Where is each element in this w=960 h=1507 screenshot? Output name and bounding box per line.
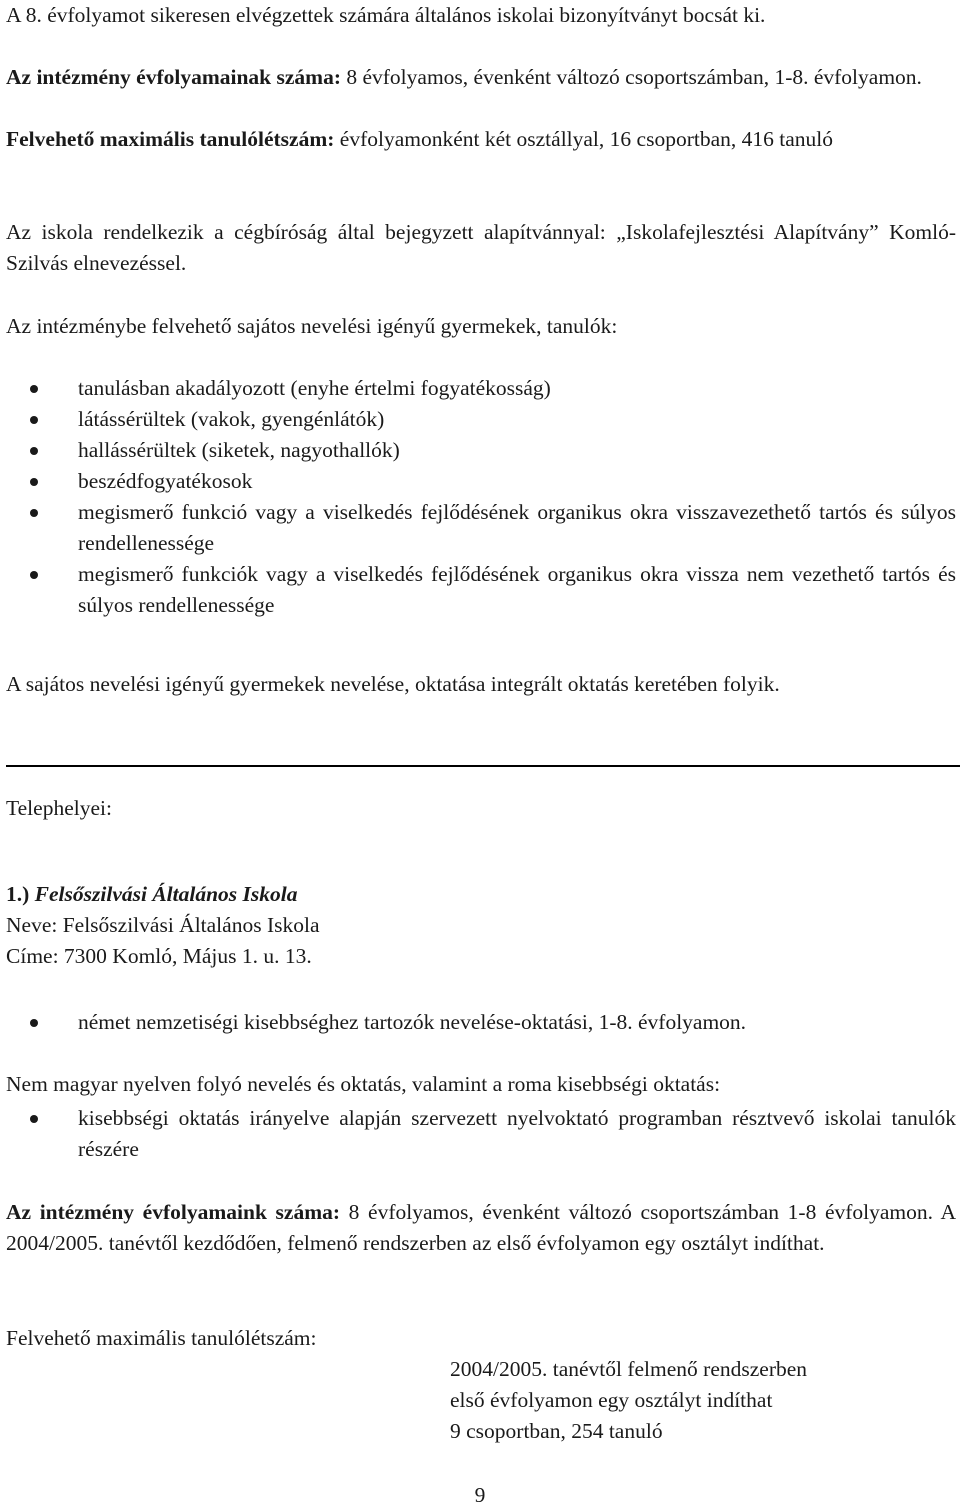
list-item: hallássérültek (siketek, nagyothallók) [6, 435, 956, 466]
evfolyamok-label: Az intézmény évfolyamainak száma: [6, 65, 341, 89]
list-item: német nemzetiségi kisebbséghez tartozók nevelése-oktatási, 1-8. évfolyamon. [6, 1007, 956, 1038]
intro-paragraph [6, 0, 956, 31]
evfolyamok2-paragraph [6, 1197, 956, 1259]
list-item: megismerő funkció vagy a viselkedés fejlődésének organikus okra visszavezethető tartós és súlyos rendellenessége [6, 497, 956, 559]
bullet-icon [30, 447, 38, 455]
section-divider [6, 765, 960, 767]
site-cime: Címe: 7300 Komló, Május 1. u. 13. [6, 944, 312, 968]
list-item: kisebbségi oktatás irányelve alapján szervezett nyelvoktató programban résztvevő iskolai tanulók részére [6, 1103, 956, 1165]
intro-text: A 8. évfolyamot sikeresen elvégzettek számára általános iskolai bizonyítványt bocsát ki. [6, 3, 766, 27]
evfolyamok-paragraph [6, 62, 956, 93]
max-letszam-value: évfolyamonként két osztállyal, 16 csoportban, 416 tanuló [334, 127, 833, 151]
max-letszam2-values [450, 1354, 950, 1447]
sni-intro-text: Az intézménybe felvehető sajátos nevelési igényű gyermekek, tanulók: [6, 314, 618, 338]
bullet-icon [30, 571, 38, 579]
site-heading [6, 879, 956, 910]
bullet-icon [30, 509, 38, 517]
evfolyamok2-label: Az intézmény évfolyamaink száma: [6, 1200, 341, 1224]
list-item: látássérültek (vakok, gyengénlátók) [6, 404, 956, 435]
bullet-icon [30, 385, 38, 393]
integralt-text: A sajátos nevelési igényű gyermekek nevelése, oktatása integrált oktatás keretében folyik. [6, 672, 780, 696]
max2-line: 9 csoportban, 254 tanuló [450, 1419, 663, 1443]
site-name: Felsőszilvási Általános Iskola [34, 882, 298, 906]
site-list-1 [6, 1007, 956, 1038]
list-item: tanulásban akadályozott (enyhe értelmi fogyatékosság) [6, 373, 956, 404]
list-item: beszédfogyatékosok [6, 466, 956, 497]
bullet-icon [30, 1115, 38, 1123]
max2-line: első évfolyamon egy osztályt indíthat [450, 1388, 773, 1412]
evfolyamok2-value: 8 évfolyamos, évenként változó csoportszámban 1-8 évfolyamon. A 2004/2005. tanévtől kezdődően, felmenő rendszerben az első évfolyamon egy osztályt indíthat. [6, 1200, 956, 1255]
max2-line: 2004/2005. tanévtől felmenő rendszerben [450, 1357, 808, 1381]
bullet-icon [30, 416, 38, 424]
max-letszam2-label: Felvehető maximális tanulólétszám: [6, 1326, 317, 1350]
max-letszam-label: Felvehető maximális tanulólétszám: [6, 127, 335, 151]
page-number: 9 [474, 1483, 486, 1507]
alapitvany-paragraph [6, 217, 956, 279]
max-letszam-paragraph [6, 124, 956, 155]
site-list-2 [6, 1103, 956, 1165]
telephelyei-heading: Telephelyei: [6, 796, 112, 820]
bullet-icon [30, 478, 38, 486]
integralt-paragraph [6, 669, 956, 700]
sni-list [6, 373, 956, 621]
evfolyamok-value: 8 évfolyamos, évenként változó csoportszámban, 1-8. évfolyamon. [340, 65, 922, 89]
sni-intro [6, 311, 956, 342]
alapitvany-text: Az iskola rendelkezik a cégbíróság által bejegyzett alapítvánnyal: „Iskolafejlesztési Alapítvány” Komló-Szilvás elnevezéssel. [6, 220, 956, 275]
bullet-icon [30, 1019, 38, 1027]
list-item: megismerő funkciók vagy a viselkedés fejlődésének organikus okra vissza nem vezethető tartós és súlyos rendellenessége [6, 559, 956, 621]
site-number: 1.) [6, 882, 30, 906]
nem-magyar-paragraph: Nem magyar nyelven folyó nevelés és oktatás, valamint a roma kisebbségi oktatás: [6, 1072, 721, 1096]
site-neve: Neve: Felsőszilvási Általános Iskola [6, 913, 320, 937]
